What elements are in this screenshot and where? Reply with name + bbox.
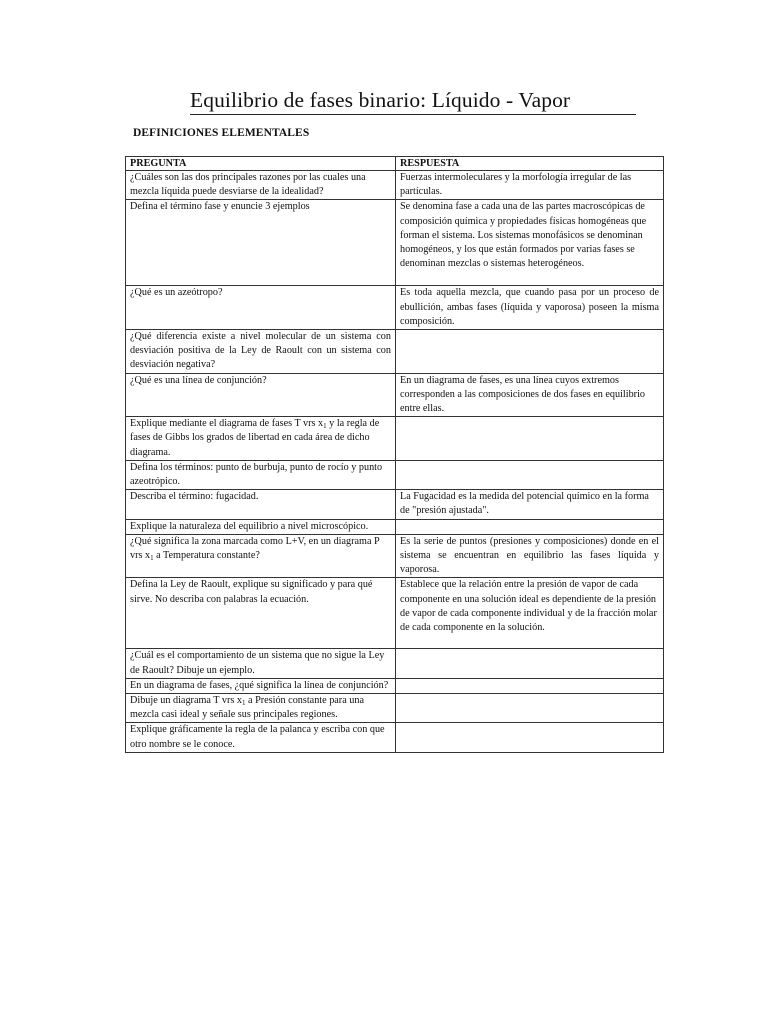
answer-cell (396, 417, 664, 461)
answer-cell: Fuerzas intermoleculares y la morfología irregular de las partículas. (396, 171, 664, 200)
answer-cell: Se denomina fase a cada una de las partes macroscópicas de composición química y propiedades físicas homogéneas que forman el sistema. Los sistemas monofásicos se denominan homogéneos, y los que están formados por varias fases se denominan mezclas o sistemas heterogéneos. (396, 200, 664, 286)
question-text: ¿Qué significa la zona marcada como L+V, en un diagrama P vrs x (130, 535, 380, 562)
answer-cell (396, 678, 664, 693)
table-row (126, 519, 664, 534)
subscript: 1 (323, 422, 327, 431)
question-cell: ¿Qué es un azeótropo? (126, 286, 396, 330)
answer-cell: Es la serie de puntos (presiones y composiciones) donde en el sistema se encuentran en equilibrio las fases líquida y vaporosa. (396, 534, 664, 578)
table-row (126, 649, 664, 678)
answer-cell (396, 330, 664, 374)
table-row (126, 286, 664, 330)
table-row (126, 460, 664, 489)
answer-cell: Es toda aquella mezcla, que cuando pasa por un proceso de ebullición, ambas fases (líquida y vaporosa) poseen la misma composición. (396, 286, 664, 330)
question-cell: En un diagrama de fases, ¿qué significa la línea de conjunción? (126, 678, 396, 693)
answer-cell (396, 694, 664, 723)
question-cell: Defina el término fase y enuncie 3 ejemplos (126, 200, 396, 286)
table-row (126, 490, 664, 519)
subscript: 1 (241, 699, 246, 708)
answer-cell (396, 460, 664, 489)
header-pregunta: PREGUNTA (126, 157, 396, 171)
document-title: Equilibrio de fases binario: Líquido - Vapor (190, 86, 636, 115)
answer-cell: La Fugacidad es la medida del potencial químico en la forma de "presión ajustada". (396, 490, 664, 519)
question-text: Dibuje un diagrama T vrs x (130, 695, 242, 707)
table-row (126, 330, 664, 374)
answer-cell: Establece que la relación entre la presión de vapor de cada componente en una solución ideal es dependiente de la presión de vapor de cada componente individual y de la fracción molar de cada componente en la solución. (396, 578, 664, 649)
table-row (126, 373, 664, 417)
question-cell (126, 417, 396, 461)
question-cell: ¿Cuáles son las dos principales razones por las cuales una mezcla líquida puede desviarse de la idealidad? (126, 171, 396, 200)
question-cell (126, 534, 396, 578)
subscript: 1 (150, 554, 154, 563)
question-text: Explique mediante el diagrama de fases T vrs x (130, 418, 324, 430)
question-cell (126, 694, 396, 723)
table-row (126, 200, 664, 286)
question-cell: Describa el término: fugacidad. (126, 490, 396, 519)
table-row (126, 678, 664, 693)
question-text: a Temperatura constante? (153, 550, 260, 562)
question-cell: Defina los términos: punto de burbuja, punto de rocío y punto azeotrópico. (126, 460, 396, 489)
table-row (126, 171, 664, 200)
table-row (126, 417, 664, 461)
question-text: a Presión constante para una mezcla casi ideal y señale sus principales regiones. (130, 695, 364, 721)
answer-cell (396, 519, 664, 534)
question-cell: Explique la naturaleza del equilibrio a nivel microscópico. (126, 519, 396, 534)
question-text: y la regla de fases de Gibbs los grados de libertad en cada área de dicho diagrama. (130, 418, 380, 458)
table-row (126, 723, 664, 752)
section-heading: DEFINICIONES ELEMENTALES (133, 127, 310, 139)
question-cell: ¿Cuál es el comportamiento de un sistema que no sigue la Ley de Raoult? Dibuje un ejemplo. (126, 649, 396, 678)
question-cell: Defina la Ley de Raoult, explique su significado y para qué sirve. No describa con palabras la ecuación. (126, 578, 396, 649)
answer-cell (396, 723, 664, 752)
answer-cell: En un diagrama de fases, es una línea cuyos extremos corresponden a las composiciones de dos fases en equilibrio entre ellas. (396, 373, 664, 417)
question-cell: Explique gráficamente la regla de la palanca y escriba con que otro nombre se le conoce. (126, 723, 396, 752)
question-cell: ¿Qué diferencia existe a nivel molecular de un sistema con desviación positiva de la Ley de Raoult con un sistema con desviación negativa? (126, 330, 396, 374)
question-cell: ¿Qué es una línea de conjunción? (126, 373, 396, 417)
table-header-row (126, 157, 664, 171)
table-row (126, 578, 664, 649)
answer-cell (396, 649, 664, 678)
header-respuesta: RESPUESTA (396, 157, 664, 171)
table-row (126, 694, 664, 723)
qa-table (125, 156, 664, 753)
table-row (126, 534, 664, 578)
